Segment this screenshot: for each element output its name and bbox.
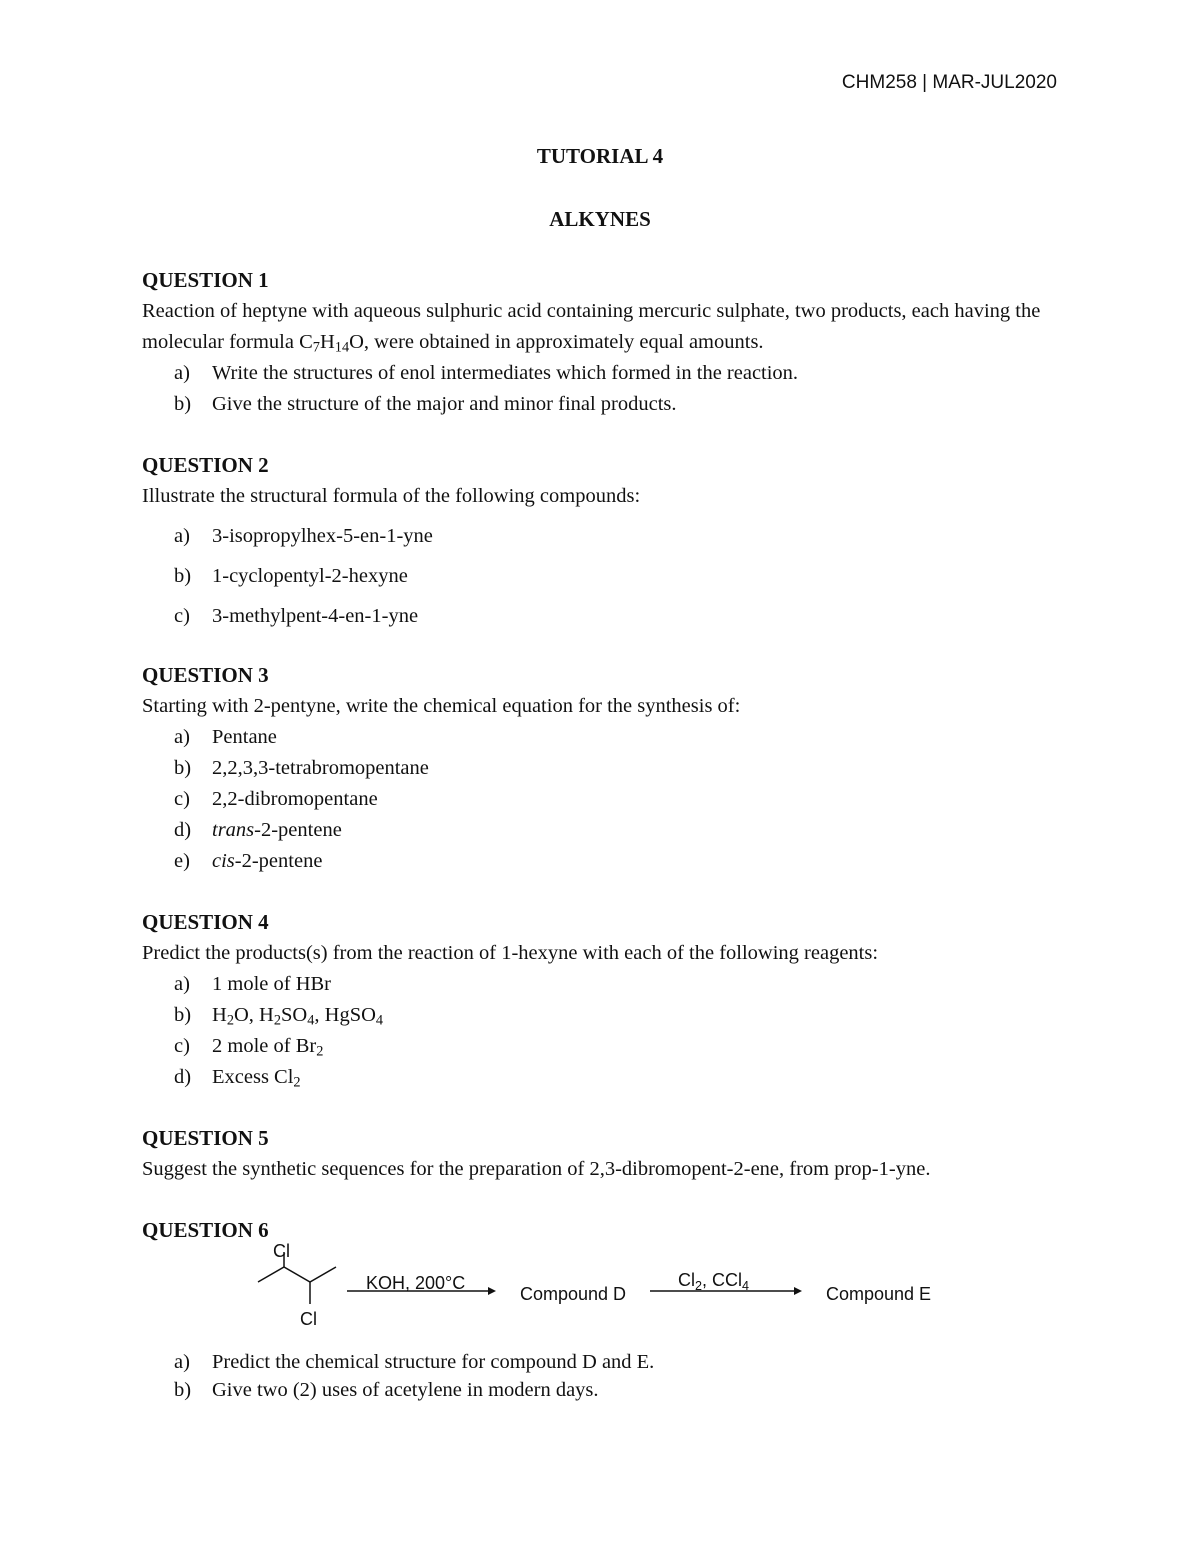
compound-d-label: Compound D — [520, 1284, 627, 1304]
list-item: d) Excess $Cl_2$ — [174, 1066, 301, 1091]
question-5-text: Suggest the synthetic sequences for the preparation of 2,3-dibromopent-2-ene, from prop-1-yne. — [142, 1158, 931, 1180]
list-item: e) cis-2-pentene — [174, 850, 323, 872]
question-1-heading: QUESTION 1 — [142, 268, 269, 292]
list-item: a) 1 mole of HBr — [174, 973, 331, 995]
list-item: b) $H_2O$, $H_2SO_4$, HgSO$_4$ — [174, 1004, 384, 1029]
question-3 — [142, 660, 1072, 877]
reaction-scheme — [142, 1241, 1072, 1348]
list-item: b) Give two (2) uses of acetylene in modern days. — [174, 1379, 599, 1401]
list-item: a) Pentane — [174, 726, 277, 748]
page-title: TUTORIAL 4 — [536, 144, 664, 168]
question-1-text: Reaction of heptyne with aqueous sulphuric acid containing mercuric sulphate, two products, each having the molecular formula $C_7H_{14}O$, were obtained in approximately equal amounts. — [142, 300, 1041, 356]
list-item: b) 2,2,3,3-tetrabromopentane — [174, 757, 429, 779]
arrow-head-1 — [488, 1287, 496, 1295]
list-item: a) Write the structures of enol intermediates which formed in the reaction. — [174, 362, 799, 384]
list-item: c) 2,2-dibromopentane — [174, 788, 378, 810]
question-6 — [142, 1215, 1072, 1404]
list-item: b) 1-cyclopentyl-2-hexyne — [174, 565, 408, 587]
question-4-items — [142, 969, 1072, 1093]
atom-cl-top: Cl — [273, 1241, 290, 1261]
question-2-heading: QUESTION 2 — [142, 453, 269, 477]
question-5-heading: QUESTION 5 — [142, 1126, 269, 1150]
arrow-head-2 — [794, 1287, 802, 1295]
question-1 — [142, 265, 1072, 420]
question-2-intro: Illustrate the structural formula of the following compounds: — [142, 485, 641, 507]
molecule-skeleton — [258, 1267, 336, 1282]
question-5 — [142, 1123, 1072, 1185]
course-code: CHM258 | MAR-JUL2020 — [841, 72, 1057, 93]
atom-cl-bottom: Cl — [300, 1309, 317, 1329]
question-3-intro: Starting with 2-pentyne, write the chemical equation for the synthesis of: — [142, 695, 741, 717]
list-item: d) trans-2-pentene — [174, 819, 342, 841]
compound-e-label: Compound E — [826, 1284, 932, 1304]
page-subtitle: ALKYNES — [549, 207, 651, 231]
question-2-items — [142, 521, 1072, 632]
question-4 — [142, 907, 1072, 1093]
question-4-intro: Predict the products(s) from the reaction of 1-hexyne with each of the following reagents: — [142, 942, 879, 964]
list-item: a) 3-isopropylhex-5-en-1-yne — [174, 525, 433, 547]
tutorial-content — [142, 265, 1072, 1404]
question-6-items — [142, 1348, 1072, 1404]
question-1-items — [142, 358, 1072, 420]
reagent-1: KOH, 200°C — [366, 1273, 466, 1293]
list-item: c) 3-methylpent-4-en-1-yne — [174, 605, 419, 627]
question-3-heading: QUESTION 3 — [142, 663, 269, 687]
reagent-2: $Cl_2$, CCl$_4$ — [678, 1270, 750, 1293]
question-6-heading: QUESTION 6 — [142, 1218, 269, 1242]
list-item: a) Predict the chemical structure for compound D and E. — [174, 1351, 655, 1373]
question-2 — [142, 450, 1072, 632]
list-item: c) 2 mole of $Br_2$ — [174, 1035, 324, 1060]
question-3-items — [142, 722, 1072, 877]
question-4-heading: QUESTION 4 — [142, 910, 269, 934]
list-item: b) Give the structure of the major and minor final products. — [174, 393, 677, 415]
